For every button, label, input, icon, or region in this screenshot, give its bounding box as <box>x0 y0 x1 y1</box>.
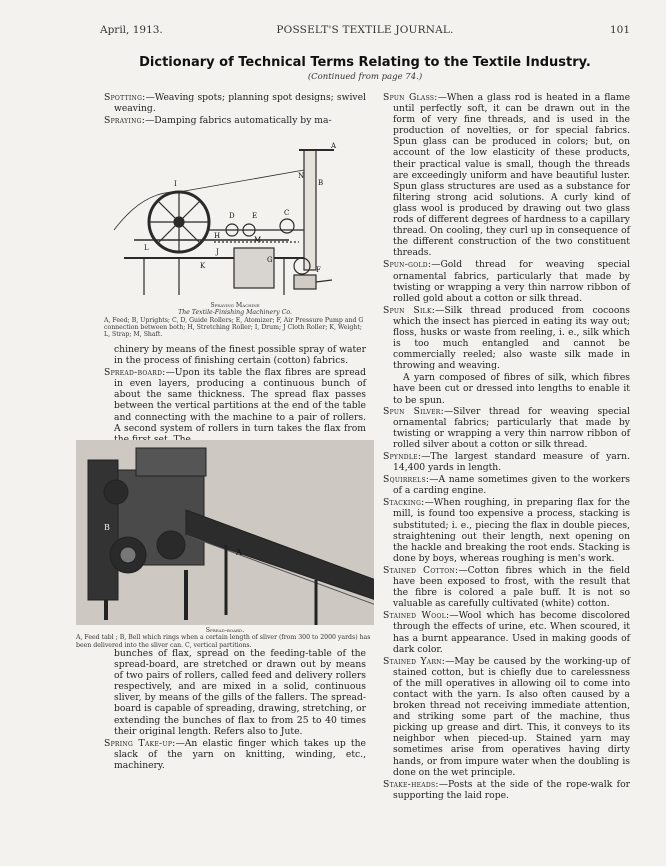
entry-text: —A name sometimes given to the workers of a carding engine. <box>393 474 630 497</box>
dictionary-entry <box>383 610 630 654</box>
entry-term: Spotting: <box>104 92 146 103</box>
header-journal-name: POSSELT'S TEXTILE JOURNAL. <box>276 24 454 36</box>
dictionary-entry <box>383 305 630 372</box>
caption-legend: A, Feed; B, Uprights; C, D, Guide Rollers; E, Atomizer; F, Air Pressure Pump and G connection between both; H, Stretching Roller; I, Drum; J Cloth Roller; K, Weight; L, Strap; M, Shaft. <box>104 316 364 339</box>
article-subtitle: (Continued from page 74.) <box>307 72 423 82</box>
caption-maker: The Textile-Finishing Machinery Co. <box>178 309 292 317</box>
entry-term: Spyndle: <box>383 451 422 462</box>
dictionary-entry <box>383 656 630 778</box>
entry-text: A yarn composed of fibres of silk, which fibres have been cut or dressed into lengths to enable it to be spun. <box>393 372 630 406</box>
dictionary-entry <box>383 474 630 496</box>
entry-term: Spraying: <box>104 115 146 127</box>
figure-label: A <box>236 548 242 557</box>
figure-label: N <box>298 172 305 180</box>
entry-text: —Posts at the side of the rope-walk for supporting the laid rope. <box>393 778 630 801</box>
dictionary-entry-paragraph <box>383 372 630 405</box>
figure-label: H <box>214 232 221 240</box>
entry-term: Stained Cotton: <box>383 564 459 576</box>
entry-term: Stained Wool: <box>383 610 450 622</box>
entry-text: —May be caused by the working-up of stained cotton, but is chiefly due to carelessness of the mill operatives in allowing oil to come into contact with the yarn. Is also often caused by a broken thread not receiving immediate attention, and striking some part of the machine, thus picking up grease and dirt. This, it conveys to its neighbor when pieced-up. Stained yarn may sometimes arise from operatives having dirty hands, or from impure water when the doubling is done on the wet principle. <box>393 655 630 778</box>
dictionary-entry <box>383 565 630 609</box>
dictionary-entry <box>104 115 366 126</box>
entry-text: —Cotton fibres which in the field have been exposed to frost, with the result that the fibre is colored a pale buff. It is not so valuable as carefully cultivated (white) cotton. <box>393 564 630 610</box>
entry-term: Spring Take-up: <box>104 737 176 749</box>
dictionary-entry <box>104 367 366 445</box>
figure-label: E <box>252 212 258 220</box>
entry-text: —Damping fabrics automatically by ma- <box>145 115 332 127</box>
figure-label: D <box>229 212 235 220</box>
header-date: April, 1913. <box>100 24 163 36</box>
article-title: Dictionary of Technical Terms Relating to the Textile Industry. <box>139 55 591 70</box>
entry-text: —When roughing, in preparing flax for the mill, is found too expensive a process, stacking is substituted; i. e., piecing the flax in double pieces, straightening out their length, next opening on the hackle and breaking the root ends. Stacking is done by boys, whereas roughing is men's work. <box>393 497 630 564</box>
entry-text: —Weaving spots; planning spot designs; swivel weaving. <box>114 92 366 115</box>
figure-label: K <box>200 262 206 270</box>
entry-text: chinery by means of the finest possible spray of water in the process of finishing certain (cotton) fabrics. <box>114 344 366 367</box>
entry-term: Spun-gold: <box>383 259 432 271</box>
figure-label: A <box>331 142 337 150</box>
figure-label: I <box>174 180 177 188</box>
spraying-machine-caption <box>104 302 366 338</box>
dictionary-entry <box>383 259 630 303</box>
entry-text: —Silver thread for weaving special ornamental fabrics; particularly that made by twisting or wrapping a very thin narrow ribbon of rolled silver about a cotton or silk thread. <box>393 405 630 450</box>
dictionary-entry <box>383 406 630 450</box>
entry-text: bunches of flax, spread on the feeding-table of the spread-board, are stretched or drawn out by means of two pairs of rollers, called feed and delivery rollers respectively, and are mixed in a solid, continuous sliver, by means of the gills of the fallers. The spread-board is capable of spreading, drawing, stretching, or extending the bunches of flax to from 25 to 40 times their original length. Refers also to Jute. <box>114 648 366 737</box>
column-1-middle <box>104 344 366 446</box>
caption-legend: A, Feed tabl ; B, Bell which rings when a certain length of sliver (from 300 to 2000 yards) has been delivered into the sliver can. C, vertical partitions. <box>76 634 371 649</box>
figure-label: F <box>316 266 321 274</box>
figure-label: B <box>104 523 110 532</box>
column-1-bottom <box>104 648 366 772</box>
column-1-top <box>104 92 366 127</box>
spraying-machine-figure <box>104 130 366 300</box>
header-page-number: 101 <box>609 24 630 36</box>
entry-term: Stained Yarn: <box>383 655 446 667</box>
entry-term: Spun Silver: <box>383 405 444 417</box>
column-2 <box>383 92 630 802</box>
entry-term: Stacking: <box>383 497 425 509</box>
figure-label: B <box>318 179 324 187</box>
figure-label: L <box>144 244 149 252</box>
dictionary-entry <box>104 738 366 771</box>
entry-text: —Wool which has become discolored through the effects of urine, etc. When scoured, it has a burnt appearance. Used in making goods of dark color. <box>393 610 631 655</box>
entry-text: —Silk thread produced from cocoons which the insect has pierced in eating its way out; floss, husks or waste from reeling, i. e., silk which is too much entangled and cannot be commercially reeled; also waste silk made in throwing and weaving. <box>393 304 630 372</box>
dictionary-entry-continued <box>104 648 366 737</box>
spread-board-illustration <box>76 440 374 625</box>
figure-label: M <box>254 236 262 244</box>
entry-term: Spun Silk: <box>383 304 436 316</box>
caption-title: Spread-board. <box>205 627 245 634</box>
figure-label: G <box>267 256 273 264</box>
entry-term: Stake-heads: <box>383 778 439 790</box>
dictionary-entry <box>383 92 630 258</box>
running-header <box>100 24 630 38</box>
spread-board-figure <box>76 440 374 625</box>
spraying-machine-illustration <box>104 130 366 300</box>
entry-text: —Upon its table the flax fibres are spread in even layers, producing a continuous bunch of about the same thickness. The spread flax passes between the vertical partitions at the end of the table and connecting with the machine to a pair of rollers. A second system of rollers in turn takes the flax from <box>114 367 366 434</box>
figure-label: C <box>284 209 290 217</box>
entry-term: Squirrels: <box>383 474 430 486</box>
entry-text: —An elastic finger which takes up the slack of the yarn on knitting, winding, etc., machinery. <box>114 737 366 771</box>
entry-text: —When a glass rod is heated in a flame until perfectly soft, it can be drawn out in the form of very fine threads, and is used in the production of novelties, or for special fabrics. Spun glass can be produced in colors; but, on account of the low elasticity of these products, their practical value is small, though the threads are exceedingly uniform and have beautiful luster. Spun glass structures are used as a substance for filtering strong acid solutions. A curly kind of glass wool is produced by drawing out two glass rods of different degrees of hardness to a capillary thread. On cooling, they curl up in consequence of the different construction of the two constituent threads. <box>393 92 631 259</box>
dictionary-entry <box>383 451 630 473</box>
dictionary-entry-continued <box>104 344 366 366</box>
entry-term: Spun Glass: <box>383 92 438 103</box>
entry-text: —The largest standard measure of yarn. 14,400 yards in length. <box>393 451 630 474</box>
entry-text: —Gold thread for weaving special ornamental fabrics, particularly that made by twisting or wrapping a very thin narrow ribbon of rolled gold about a cotton or silk thread. <box>393 259 630 304</box>
spread-board-caption <box>76 627 374 649</box>
dictionary-entry <box>383 779 630 801</box>
dictionary-entry <box>383 497 630 564</box>
caption-title: Spraying Machine <box>210 302 260 309</box>
figure-label: J <box>216 248 219 256</box>
dictionary-entry <box>104 92 366 114</box>
entry-term: Spread-board: <box>104 367 166 379</box>
